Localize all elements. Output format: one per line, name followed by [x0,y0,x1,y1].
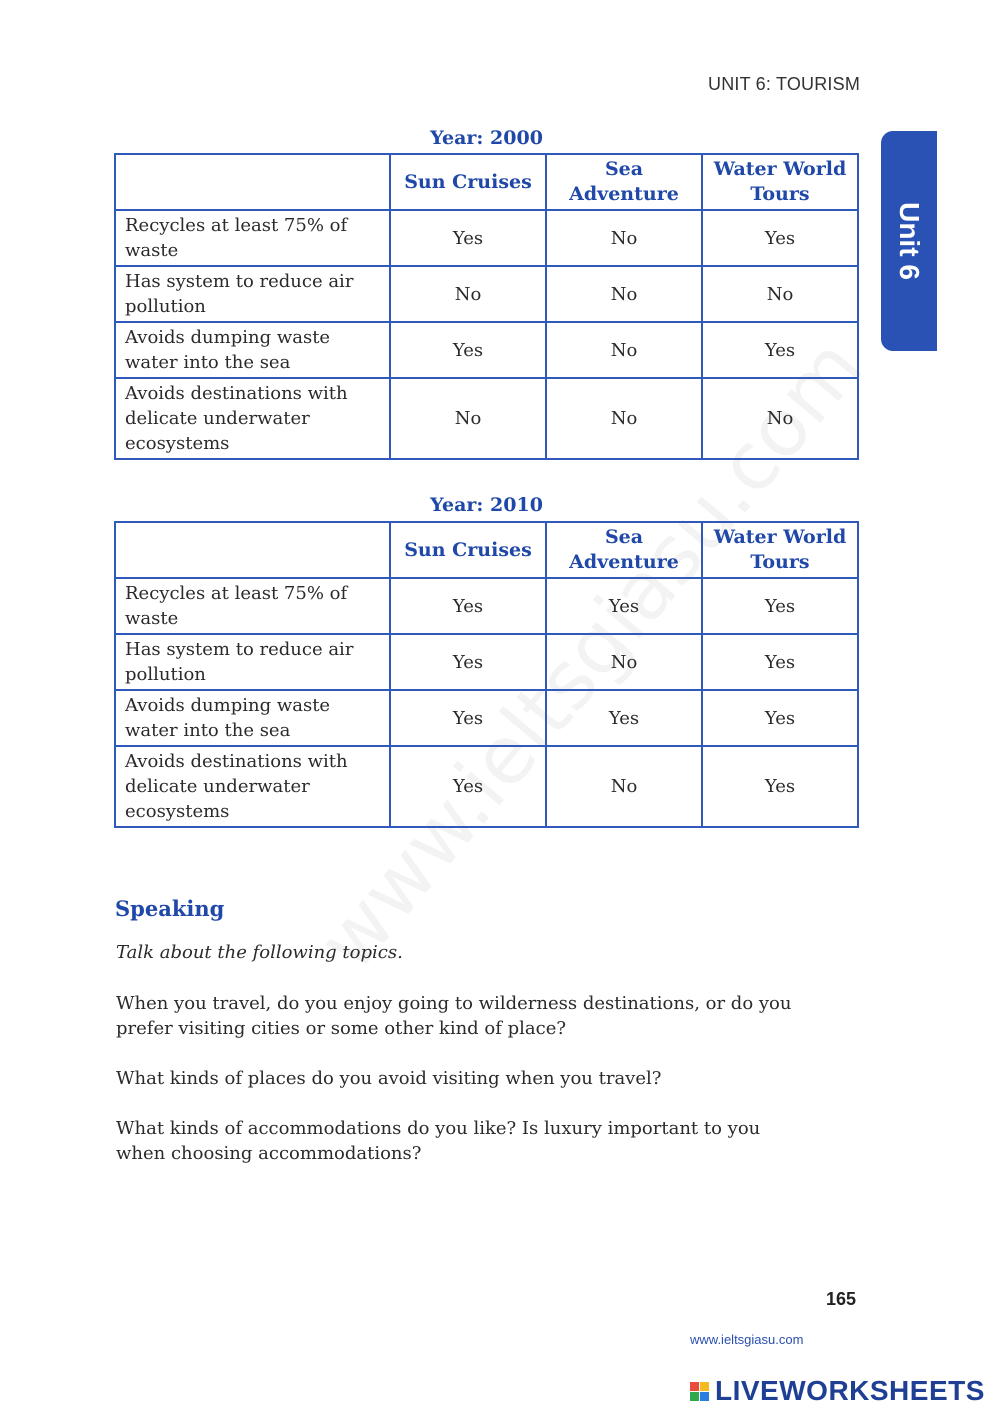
value-cell: No [702,266,858,322]
table-row [115,210,858,266]
table-row [115,746,858,827]
speaking-instruction: Talk about the following topics. [116,942,403,963]
value-cell: No [546,266,702,322]
unit-header: UNIT 6: TOURISM [708,74,861,94]
value-cell: Yes [546,690,702,746]
table-row [115,690,858,746]
value-cell: No [546,210,702,266]
criterion-cell: Recycles at least 75% of waste [115,210,390,266]
criterion-cell: Avoids dumping waste water into the sea [115,690,390,746]
value-cell: Yes [702,746,858,827]
table-header-row [115,522,858,578]
value-cell: No [546,746,702,827]
header-empty-cell [115,154,390,210]
table-row [115,266,858,322]
site-url[interactable]: www.ieltsgiasu.com [690,1332,804,1347]
value-cell: Yes [546,578,702,634]
criterion-cell: Recycles at least 75% of waste [115,578,390,634]
table-2000-title [115,127,858,149]
criterion-cell: Avoids dumping waste water into the sea [115,322,390,378]
value-cell: Yes [390,322,546,378]
speaking-question: When you travel, do you enjoy going to wilderness destinations, or do you prefer visiting cities or some other kind of place? [116,993,792,1039]
table-header-row [115,154,858,210]
value-cell: Yes [390,578,546,634]
value-cell: Yes [702,634,858,690]
unit-tab-label: Unit 6 [894,202,925,280]
column-header-sea-adventure: Sea Adventure [546,154,702,210]
value-cell: Yes [702,578,858,634]
table-2010-title [115,494,858,516]
value-cell: No [390,378,546,459]
column-header-sea-adventure: Sea Adventure [546,522,702,578]
value-cell: Yes [390,690,546,746]
value-cell: No [546,634,702,690]
header-empty-cell [115,522,390,578]
value-cell: Yes [390,746,546,827]
value-cell: Yes [702,690,858,746]
criterion-cell: Has system to reduce air pollution [115,266,390,322]
table-row [115,378,858,459]
column-header-water-world-tours: Water World Tours [702,522,858,578]
column-header-sun-cruises: Sun Cruises [390,154,546,210]
unit-tab [881,131,937,351]
value-cell: No [390,266,546,322]
value-cell: Yes [702,210,858,266]
column-header-sun-cruises: Sun Cruises [390,522,546,578]
criterion-cell: Avoids destinations with delicate underwater ecosystems [115,746,390,827]
value-cell: Yes [702,322,858,378]
table-2010 [114,521,859,828]
criterion-cell: Avoids destinations with delicate underwater ecosystems [115,378,390,459]
column-header-water-world-tours: Water World Tours [702,154,858,210]
table-row [115,578,858,634]
speaking-heading: Speaking [115,896,225,921]
table-2000-title-text: Year: 2000 [430,127,543,149]
value-cell: No [546,322,702,378]
speaking-question: What kinds of places do you avoid visiting when you travel? [116,1068,662,1089]
criterion-cell: Has system to reduce air pollution [115,634,390,690]
table-row [115,634,858,690]
table-row [115,322,858,378]
table-2010-title-text: Year: 2010 [430,494,543,516]
value-cell: No [546,378,702,459]
liveworksheets-logo-icon [690,1382,709,1401]
brand-text: LIVEWORKSHEETS [715,1375,985,1406]
liveworksheets-brand[interactable] [690,1375,985,1407]
page-number: 165 [826,1289,857,1309]
value-cell: Yes [390,210,546,266]
speaking-question: What kinds of accommodations do you like? Is luxury important to you when choosing accommodations? [116,1118,761,1164]
table-2000 [114,153,859,460]
value-cell: Yes [390,634,546,690]
value-cell: No [702,378,858,459]
